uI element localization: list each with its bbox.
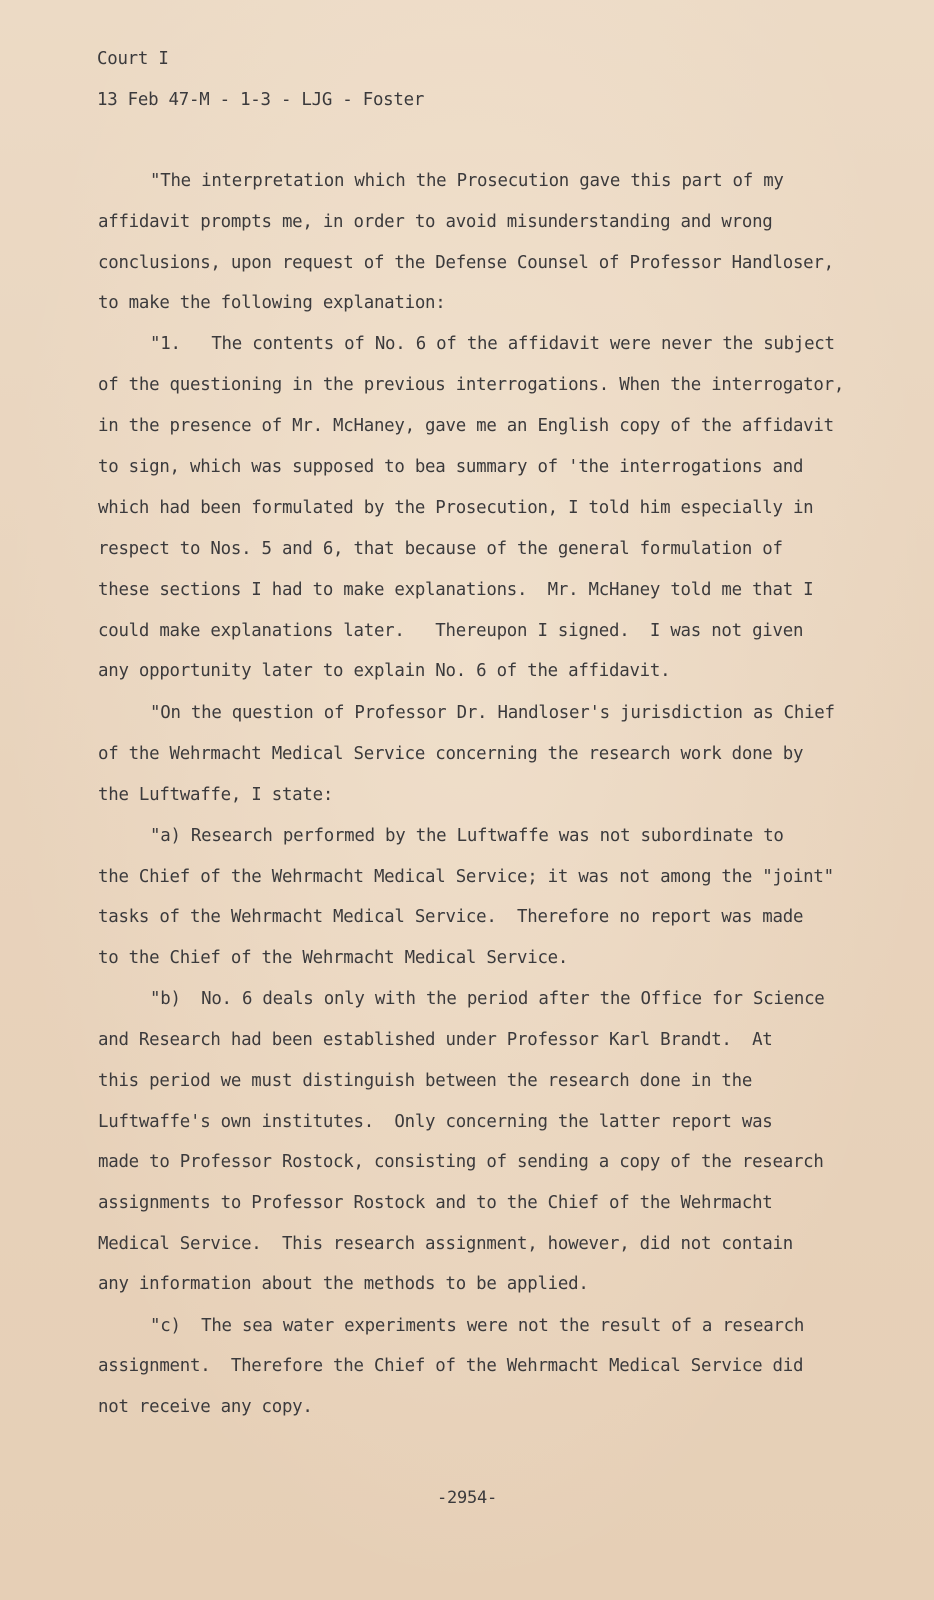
paragraph-line: of the Wehrmacht Medical Service concerning the research work done by xyxy=(98,744,804,764)
paragraph-line: respect to Nos. 5 and 6, that because of the general formulation of xyxy=(98,539,783,559)
paragraph-line: of the questioning in the previous interrogations. When the interrogator, xyxy=(98,375,845,395)
paragraph-line: any information about the methods to be applied. xyxy=(98,1274,589,1294)
paragraph-line: and Research had been established under Professor Karl Brandt. At xyxy=(98,1030,773,1050)
paragraph-line: Medical Service. This research assignment, however, did not contain xyxy=(98,1234,793,1254)
paragraph-line: conclusions, upon request of the Defense Counsel of Professor Handloser, xyxy=(98,253,834,273)
paragraph-line: to make the following explanation: xyxy=(98,293,446,313)
paragraph-line: any opportunity later to explain No. 6 of the affidavit. xyxy=(98,661,671,681)
paragraph-line: in the presence of Mr. McHaney, gave me an English copy of the affidavit xyxy=(98,416,834,436)
court-label: Court I xyxy=(97,49,169,69)
paragraph-line: this period we must distinguish between the research done in the xyxy=(98,1071,753,1091)
paragraph-line: to sign, which was supposed to bea summary of 'the interrogations and xyxy=(98,457,804,477)
paragraph-line: the Luftwaffe, I state: xyxy=(98,785,334,805)
paragraph-line: which had been formulated by the Prosecution, I told him especially in xyxy=(98,498,814,518)
paragraph-line: made to Professor Rostock, consisting of sending a copy of the research xyxy=(98,1152,824,1172)
paragraph-line: these sections I had to make explanations. Mr. McHaney told me that I xyxy=(98,580,814,600)
paragraph-line: "a) Research performed by the Luftwaffe was not subordinate to xyxy=(150,826,784,846)
paragraph-line: assignment. Therefore the Chief of the Wehrmacht Medical Service did xyxy=(98,1356,804,1376)
paragraph-line: assignments to Professor Rostock and to the Chief of the Wehrmacht xyxy=(98,1193,773,1213)
paragraph-line: "On the question of Professor Dr. Handloser's jurisdiction as Chief xyxy=(150,703,835,723)
paragraph-line: tasks of the Wehrmacht Medical Service. Therefore no report was made xyxy=(98,907,804,927)
session-line: 13 Feb 47-M - 1-3 - LJG - Foster xyxy=(97,90,425,110)
paragraph-line: Luftwaffe's own institutes. Only concerning the latter report was xyxy=(98,1112,773,1132)
paragraph-line: "b) No. 6 deals only with the period after the Office for Science xyxy=(150,989,825,1009)
paragraph-line: could make explanations later. Thereupon I signed. I was not given xyxy=(98,621,804,641)
paragraph-line: affidavit prompts me, in order to avoid misunderstanding and wrong xyxy=(98,212,773,232)
paragraph-line: "c) The sea water experiments were not the result of a research xyxy=(150,1316,805,1336)
paragraph-line: the Chief of the Wehrmacht Medical Service; it was not among the "joint" xyxy=(98,867,834,887)
paragraph-line: not receive any copy. xyxy=(98,1397,313,1417)
page-number: -2954- xyxy=(437,1488,497,1508)
paragraph-line: "1. The contents of No. 6 of the affidavit were never the subject xyxy=(150,334,835,354)
paragraph-line: "The interpretation which the Prosecution gave this part of my xyxy=(150,171,784,191)
paragraph-line: to the Chief of the Wehrmacht Medical Service. xyxy=(98,948,569,968)
